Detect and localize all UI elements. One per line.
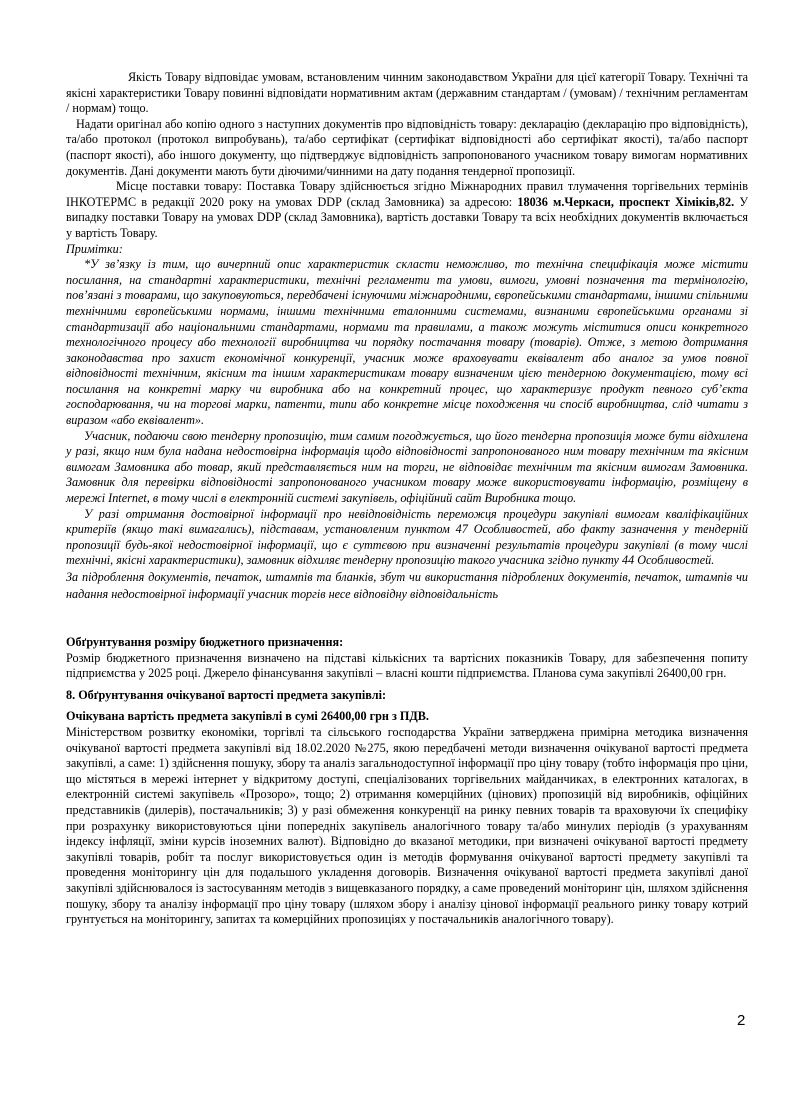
notes-label: Примітки: [66,241,123,256]
section8-paragraph: Міністерством розвитку економіки, торгівлі та сільського господарства України затверджена примірна методика визначення очікуваної вартості предмета закупівлі від 18.02.2020 №275, якою передбачені методи визначення очікуваної вартості предмета закупівлі, а саме: 1) здійснення пошуку, збору та аналіз загальнодоступної інформації про ціну товару (тобто інформація про ціни, що містяться в мережі інтернет у відкритому доступі, спеціалізованих торгівельних майданчиках, в електронних каталогах, в електронній системі закупівель «Прозоро», тощо; 2) отримання комерційних (цінових) пропозицій від виробників, офіційних представників (дилерів), постачальників; 3) у разі обмеження конкуренції на ринку певних товарів та враховуючи їх специфіку при розрахунку використовуються ціни попередніх закупівель аналогічного товару та/або минулих періодів (з урахуванням індексу інфляції, зміни курсів іноземних валют). Відповідно до вказаної методики, при визначені очікуваної вартості предмету закупівлі товарів, робіт та послуг використовується один із методів формування очікуваної вартості предмету закупівлі та проведення моніторингу цін для подальшого укладення договорів. Визначення очікуваної вартості предмета закупівлі даної закупівлі здійснювалося із застосуванням методів з вищевказаного порядку, а саме проведений моніторинг цін, шляхом здійснення пошуку, збору та аналізу інформації про ціну товару (шляхом збору і аналізу цінової інформації реального ринку товару котрий грунтується на моніторингу, запитах та комерційних пропозиціях у постачальників аналогічного товару). [66,724,748,927]
budget-heading: Обґрунтування розміру бюджетного призначення: [66,635,344,649]
section8-heading: 8. Обґрунтування очікуваної вартості предмета закупівлі: [66,687,387,702]
delivery-text-before: Місце поставки товару: Поставка Товару здійснюється згідно Міжнародних правил тлумачення торгівельних термінів ІНКОТЕРМС в редакції 2020 року на умовах DDP (склад Замовника) за адресою: [66,179,748,209]
notes-paragraph-1: *У зв’язку із тим, що вичерпний опис характеристик скласти неможливо, то технічна специфікація може містити посилання, на стандартні характеристики, технічні регламенти та умови, вимоги, умовні позначення та термінологію, пов’язані з товарами, що закуповуються, передбачені існуючими міжнародними, європейськими стандартами, іншими спільними технічними європейськими нормами, іншими технічними еталонними системами, визнаними європейськими органами зі стандартизації або національними стандартами, нормами та правилами, а також можуть міститися описи конкретного технологічного процесу або технології виробництва чи порядку постачання товару (товарів). Отже, з метою дотримання законодавства про захист економічної конкуренції, учасник може враховувати еквівалент або аналог за умов повної відповідності технічним, якісним та іншим характеристикам товару визначеним цією тендерною документацією, тому всі посилання на конкретні марку чи виробника або на конкретний процес, що характеризує продукт певного суб’єкта господарювання, чи на торгові марки, патенти, типи або конкретне місце походження чи спосіб виробництва, слід читати з виразом «або еквівалент». [66,257,748,428]
delivery-text-after: У випадку поставки Товару на умовах DDP (склад Замовника), вартість доставки Товару та всіх необхідних документів включається у вартість Товару. [66,194,748,240]
document-page [66,70,748,928]
notes-paragraph-3: У разі отримання достовірної інформації про невідповідність переможця процедури закупівлі вимогам кваліфікаційних критеріїв (якщо такі вимагались), підставам, установленим пунктом 47 Особливостей, або факту зазначення у тендерній пропозиції будь-якої недостовірної інформації, що є суттєвою при визначенні результатів процедури закупівлі (в тому числі технічні, якісні характеристики), замовник відхиляє тендерну пропозицію такого учасника згідно пункту 44 Особливостей. [66,506,748,568]
delivery-paragraph [66,179,748,241]
notes-paragraph-2: Учасник, подаючи свою тендерну пропозицію, тим самим погоджується, що його тендерна пропозиція може бути відхилена у разі, якщо ним була надана недостовірна інформація щодо відповідності запропонованого ним товару технічним та якісним вимогам Замовника або товар, який представляється ним на торги, не відповідає технічним та якісним вимогам Замовника. Замовник для перевірки відповідності запропонованого учасником товару може використовувати інформацію, розміщену в мережі Internet, в тому числі в електронній системі закупівель, офіційний сайт Виробника тощо. [66,428,748,506]
documents-paragraph: Надати оригінал або копію одного з наступних документів про відповідність товару: декларацію (декларацію про відповідність), та/або протокол (протокол випробувань), та/або сертифікат (сертифікат відповідності або сертифікат якості), та/або паспорт (паспорт якості), або іншого документу, що підтверджує відповідність запропонованого учасником товару вимогам нормативних документів. Дані документи мають бути діючими/чинними на дату подання тендерної пропозиції. [66,116,748,178]
quality-paragraph: Якість Товару відповідає умовам, встановленим чинним законодавством України для цієї категорії Товару. Технічні та якісні характеристики Товару повинні відповідати нормативним актам (державним стандартам / (умовам) / технічним регламентам / нормам) тощо. [66,70,748,116]
section8-subheading: Очікувана вартість предмета закупівлі в сумі 26400,00 грн з ПДВ. [66,709,429,724]
page-number: 2 [737,1012,746,1029]
budget-paragraph: Розмір бюджетного призначення визначено на підставі кількісних та вартісних показників Товару, для забезпечення попиту підприємства у 2025 році. Джерело фінансування закупівлі – власні кошти підприємства. Планова сума закупівлі 26400,00 грн. [66,650,748,681]
notes-paragraph-4: За підроблення документів, печаток, штампів та бланків, збут чи використання підроблених документів, печаток, штампів чи надання недостовірної інформації учасник торгів несе відповідну відповідальність [66,570,748,601]
delivery-address: 18036 м.Черкаси, проспект Хіміків,82. [517,194,735,209]
